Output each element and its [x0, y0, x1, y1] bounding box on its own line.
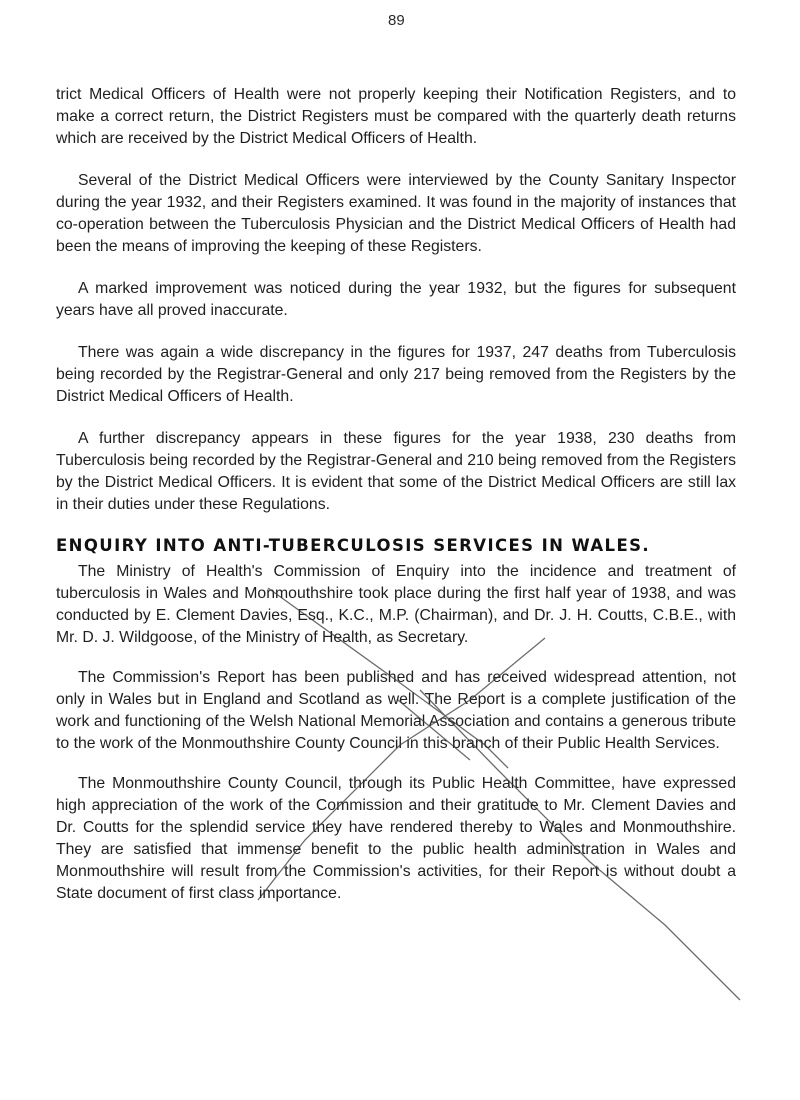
paragraph-council-appreciation: The Monmouthshire County Council, through its Public Health Committee, have expressed high appreciation of the work of the Commission and their gratitude to Mr. Clement Davies and Dr. Coutts for the splendid service they have rendered thereby to Wales and Monmouthshire. They are satisfied that immense benefit to the public health administration in Wales and Monmouthshire will result from the Commission's activities, for their Report is without doubt a State document of first class importance. [56, 775, 736, 902]
paragraph-registers-examined: Several of the District Medical Officers were interviewed by the County Sanitary Inspector during the year 1932, and their Registers examined. It was found in the majority of instances that co-operation between the Tuberculosis Physician and the District Medical Officers of Health had been the means of improving the keeping of these Registers. [56, 172, 736, 255]
section-heading: ENQUIRY INTO ANTI-TUBERCULOSIS SERVICES IN WALES. [56, 536, 651, 555]
paragraph-1938-discrepancy: A further discrepancy appears in these figures for the year 1938, 230 deaths from Tuberculosis being recorded by the Registrar-General and 210 being removed from the Registers by the District Medical Officers. It is evident that some of the District Medical Officers are still lax in their duties under these Regulations. [56, 430, 736, 513]
paragraph-continuation: trict Medical Officers of Health were not properly keeping their Notification Registers, and to make a correct return, the District Registers must be compared with the quarterly death returns which are received by the District Medical Officers of Health. [56, 86, 736, 147]
paragraph-commission-report: The Commission's Report has been published and has received widespread attention, not only in Wales but in England and Scotland as well. The Report is a complete justification of the work and functioning of the Welsh National Memorial Association and contains a generous tribute to the work of the Monmouthshire County Council in this branch of their Public Health Services. [56, 669, 736, 752]
paragraph-1937-discrepancy: There was again a wide discrepancy in the figures for 1937, 247 deaths from Tuberculosis being recorded by the Registrar-General and only 217 being removed from the Registers by the District Medical Officers of Health. [56, 344, 736, 405]
paragraph-marked-improvement: A marked improvement was noticed during the year 1932, but the figures for subsequent years have all proved inaccurate. [56, 280, 736, 319]
page-number: 89 [388, 12, 405, 29]
paragraph-commission-of-enquiry: The Ministry of Health's Commission of Enquiry into the incidence and treatment of tuberculosis in Wales and Monmouthshire took place during the first half year of 1938, and was conducted by E. Clement Davies, Esq., K.C., M.P. (Chairman), and Dr. J. H. Coutts, C.B.E., with Mr. D. J. Wildgoose, of the Ministry of Health, as Secretary. [56, 563, 736, 646]
page-content [56, 84, 736, 923]
